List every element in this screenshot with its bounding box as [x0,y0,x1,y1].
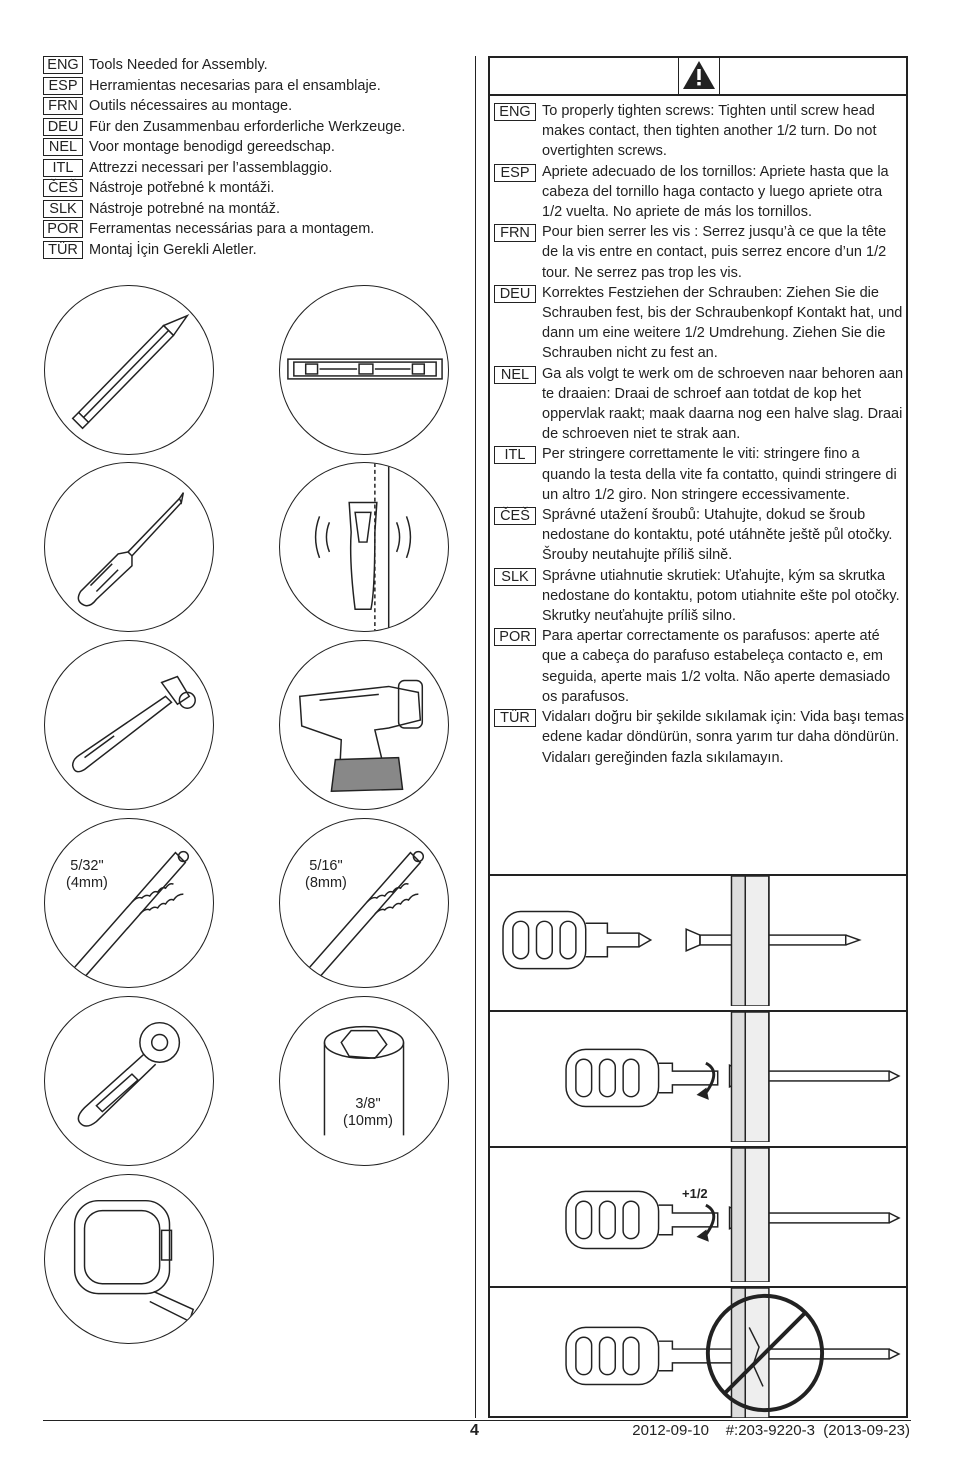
warning-row [494,222,906,283]
step-half-turn [488,1146,908,1282]
lang-code: SLK [494,568,536,586]
tools-text: Nástroje potřebné k montáži. [89,180,275,196]
drill-bit-small-icon [44,818,214,988]
warning-text: Správne utiahnutie skrutiek: Uťahujte, kým sa skrutka nedostane do kontaktu, potom utiahnite ešte pol otočky. Skrutky neuťahujte príliš silno. [542,567,900,625]
lang-code: ENG [494,103,536,121]
warning-row [494,626,906,707]
stud-finder-icon [279,462,449,632]
pencil-icon [44,285,214,455]
step-contact [488,1010,908,1142]
tools-row [43,179,473,200]
warning-icon [678,56,720,96]
footer-rule [43,1420,911,1421]
warning-row [494,707,906,768]
tools-text: Für den Zusammenbau erforderliche Werkzeuge. [89,118,406,135]
tools-text: Montaj İçin Gerekli Aletler. [89,241,257,258]
tools-text: Tools Needed for Assembly. [89,57,268,73]
socket-metric: (10mm) [343,1113,393,1129]
warning-row [494,162,906,223]
tools-row [43,241,473,262]
warning-row [494,444,906,505]
warning-row [494,101,906,162]
tools-text: Voor montage benodigd gereedschap. [89,139,335,155]
lang-code: POR [494,628,536,646]
tools-row [43,56,473,77]
tools-row [43,118,473,139]
tools-needed-list [43,56,473,261]
tools-row [43,200,473,221]
warning-row [494,505,906,566]
lang-code: POR [43,220,83,238]
bit-small-size: 5/32" [70,858,104,874]
lang-code: ČEŠ [43,179,83,197]
lang-code: ENG [43,56,83,74]
lang-code: ITL [43,159,83,177]
bit-large-label [305,858,347,892]
tightening-instructions [494,101,906,768]
socket-label [335,1096,401,1130]
lang-code: ČEŠ [494,507,536,525]
warning-text: Korrektes Festziehen der Schrauben: Ziehen Sie die Schrauben fest, bis der Schraubenkopf Kontakt hat, und dann um eine weitere 1/2 Umdrehung. Ziehen Sie die Schrauben nicht zu fest an. [542,284,903,362]
step-overtighten-prohibited [488,1286,908,1418]
tools-text: Ferramentas necessárias para a montagem. [89,221,375,237]
lang-code: NEL [43,138,83,156]
bit-small-label [66,858,108,892]
half-turn-label: +1/2 [682,1186,708,1201]
drill-icon [279,640,449,810]
warning-text: Para apertar correctamente os parafusos: aperte até que a cabeça do parafuso estabeleça contacto e, em seguida, aperte mais 1/2 volta. Não aperte demasiado os parafusos. [542,628,891,705]
page-number: 4 [470,1422,479,1439]
drill-bit-large-icon [279,818,449,988]
lang-code: TÜR [43,241,83,259]
warning-text: Per stringere correttamente le viti: stringere fino a quando la testa della vite fa contatto, quindi stringere di un altro 1/2 giro. Non stringere eccessivamente. [542,446,897,503]
socket-size: 3/8" [355,1096,381,1112]
lang-code: ESP [494,164,536,182]
warning-text: Ga als volgt te werk om de schroeven naar behoren aan te draaien: Draai de schroef aan totdat de kop het oppervlak raakt; maak daarna nog een halve slag. Draai de schroeven niet te strak aan. [542,365,904,443]
lang-code: ESP [43,77,83,95]
warning-text: Správné utažení šroubů: Utahujte, dokud se šroub nedostane do kontaktu, poté utáhněte ještě půl otočky. Šrouby neutahujte příliš silně. [542,507,893,564]
tools-text: Herramientas necesarias para el ensamblaje. [89,77,381,94]
tools-text: Nástroje potrebné na montáž. [89,200,281,217]
screwdriver-icon [44,462,214,632]
step-insert-screw [488,874,908,1006]
warning-row [494,566,906,627]
tools-text: Outils nécessaires au montage. [89,98,293,114]
lang-code: DEU [494,285,536,303]
tools-row [43,220,473,241]
tools-row [43,138,473,159]
warning-text: To properly tighten screws: Tighten until screw head makes contact, then tighten another 1/2 turn. Do not overtighten screws. [542,103,877,160]
warning-row [494,283,906,364]
lang-code: SLK [43,200,83,218]
warning-text: Apriete adecuado de los tornillos: Apriete hasta que la cabeza del tornillo haga contacto y luego apriete otra 1/2 vuelta. No apriete de más los tornillos. [542,163,889,221]
hammer-icon [44,640,214,810]
level-icon [279,285,449,455]
tools-row [43,159,473,180]
warning-text: Vidaları doğru bir şekilde sıkılamak için: Vida başı temas edene kadar döndürün, sonra yarım tur daha döndürün. Vidaları gereğinden fazla sıkılamayın. [542,709,905,766]
lang-code: TÜR [494,709,536,727]
document-number: 2012-09-10 #:203-9220-3 (2013-09-23) [632,1422,910,1439]
tools-text: Attrezzi necessari per l’assemblaggio. [89,159,333,176]
tools-row [43,77,473,98]
tape-measure-icon [44,1174,214,1344]
lang-code: ITL [494,446,536,464]
lang-code: FRN [43,97,83,115]
tools-row [43,97,473,118]
lang-code: NEL [494,366,536,384]
lang-code: DEU [43,118,83,136]
socket-icon [279,996,449,1166]
lang-code: FRN [494,224,536,242]
warning-text: Pour bien serrer les vis : Serrez jusqu’à ce que la tête de la vis entre en contact, puis serrez encore d’un 1/2 tour. Ne serrez pas trop les vis. [542,224,887,281]
ratchet-icon [44,996,214,1166]
warning-row [494,364,906,445]
column-divider [475,56,476,1418]
bit-large-size: 5/16" [309,858,343,874]
bit-small-metric: (4mm) [66,875,108,891]
bit-large-metric: (8mm) [305,875,347,891]
